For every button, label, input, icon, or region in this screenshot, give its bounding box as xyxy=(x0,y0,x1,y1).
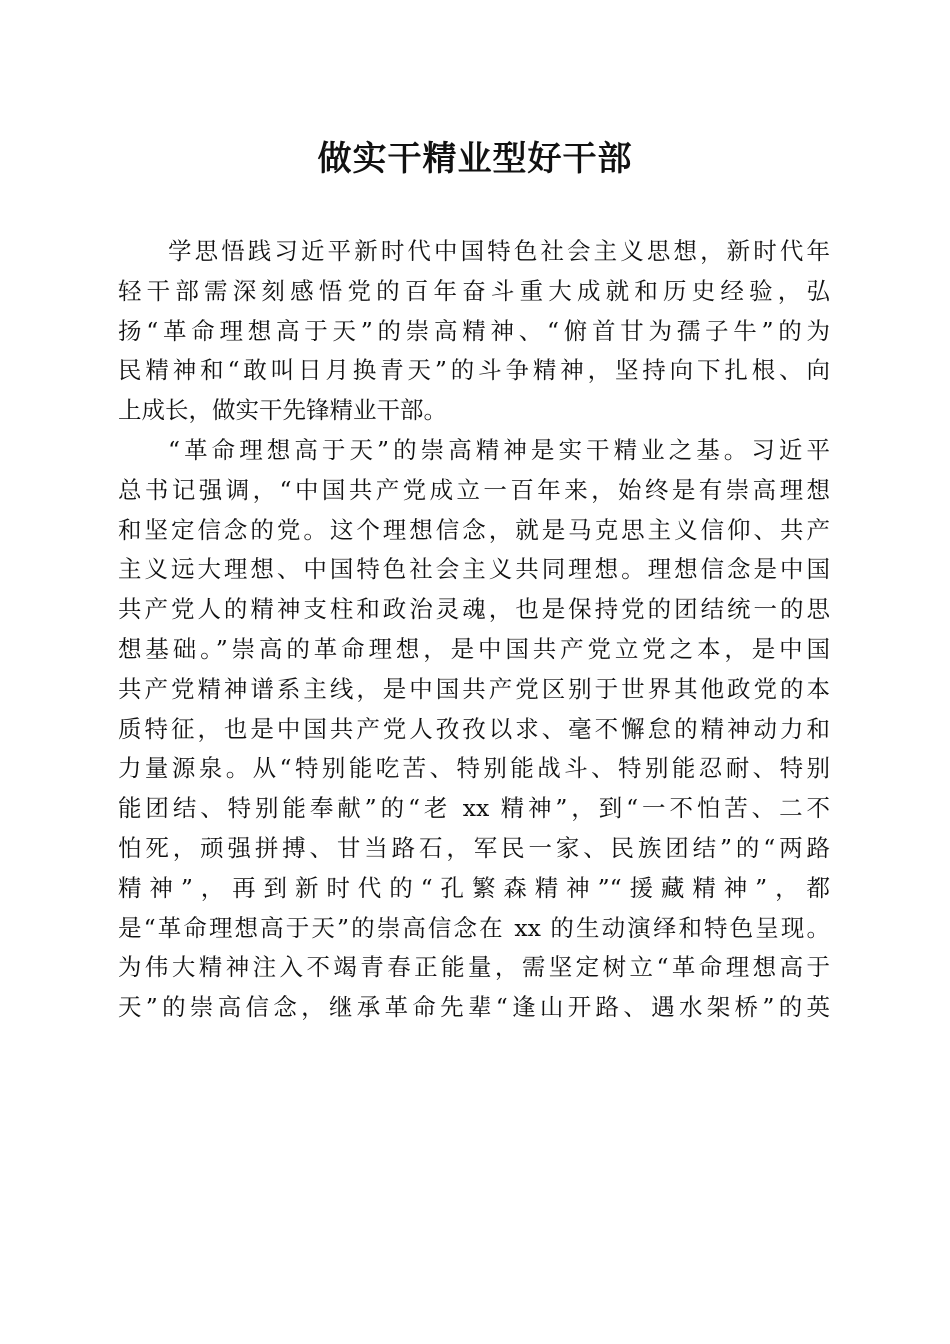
text-line: “革命理想高于天”的崇高精神是实干精业之基。习近平 xyxy=(168,435,830,464)
text-line: 主义远大理想、中国特色社会主义共同理想。理想信念是中国 xyxy=(118,555,830,584)
text-line: 共产党精神谱系主线，是中国共产党区别于世界其他政党的本 xyxy=(118,674,830,703)
text-line: 和坚定信念的党。这个理想信念，就是马克思主义信仰、共产 xyxy=(118,515,830,544)
text-line: 为伟大精神注入不竭青春正能量，需坚定树立“革命理想高于 xyxy=(118,953,830,982)
text-line: 共产党人的精神支柱和政治灵魂，也是保持党的团结统一的思 xyxy=(118,595,830,624)
text-line: 天”的崇高信念，继承革命先辈“逢山开路、遇水架桥”的英 xyxy=(118,993,830,1022)
paragraph-2 xyxy=(118,431,830,1028)
document-title: 做实干精业型好干部 xyxy=(317,139,633,179)
text-line: 想基础。”崇高的革命理想，是中国共产党立党之本，是中国 xyxy=(118,634,830,663)
text-line: 是“革命理想高于天”的崇高信念在 xx 的生动演绎和特色呈现。 xyxy=(118,913,830,942)
text-line: 轻干部需深刻感悟党的百年奋斗重大成就和历史经验，弘 xyxy=(118,276,830,305)
text-line: 上成长，做实干先锋精业干部。 xyxy=(118,396,447,425)
text-line: 学思悟践习近平新时代中国特色社会主义思想，新时代年 xyxy=(168,237,830,265)
document-body xyxy=(118,232,830,1028)
text-line: 力量源泉。从“特别能吃苦、特别能战斗、特别能忍耐、特别 xyxy=(118,754,830,783)
text-line: 民精神和“敢叫日月换青天”的斗争精神，坚持向下扎根、向 xyxy=(118,356,830,385)
text-line: 扬“革命理想高于天”的崇高精神、“俯首甘为孺子牛”的为 xyxy=(118,316,830,345)
text-line: 能团结、特别能奉献”的“老 xx 精神”，到“一不怕苦、二不 xyxy=(118,794,830,823)
paragraph-1 xyxy=(118,232,830,431)
text-line: 精神”，再到新时代的“孔繁森精神”“援藏精神”，都 xyxy=(118,873,830,902)
text-line: 总书记强调，“中国共产党成立一百年来，始终是有崇高理想 xyxy=(118,475,830,504)
text-line: 怕死，顽强拼搏、甘当路石，军民一家、民族团结”的“两路 xyxy=(118,833,830,862)
text-line: 质特征，也是中国共产党人孜孜以求、毫不懈怠的精神动力和 xyxy=(118,714,830,743)
